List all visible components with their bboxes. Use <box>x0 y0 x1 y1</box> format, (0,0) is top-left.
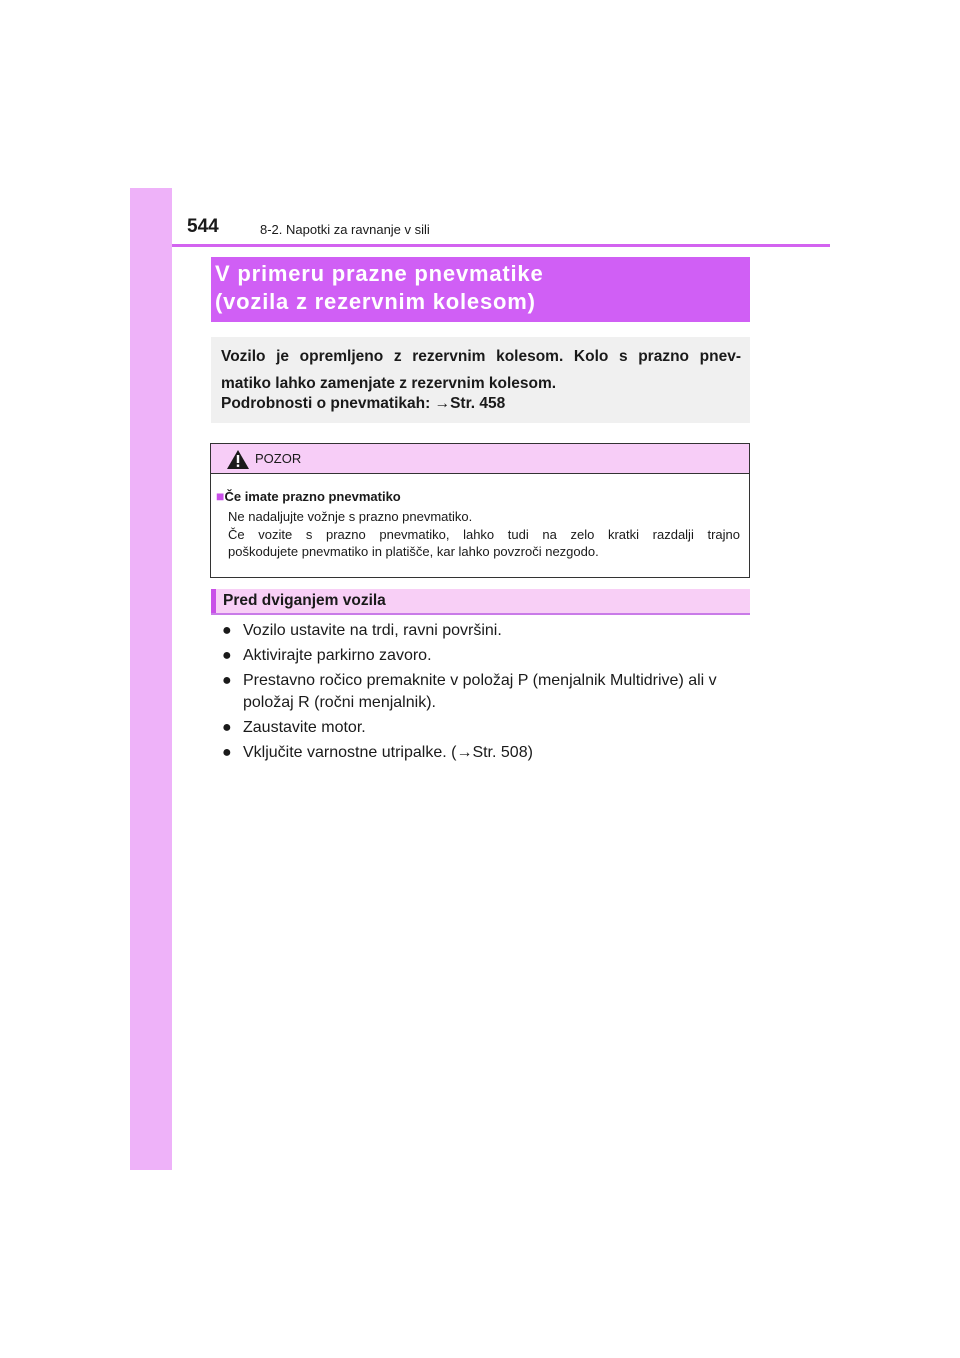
intro-paragraph <box>221 343 741 397</box>
list-item-text: Aktivirajte parkirno zavoro. <box>243 647 432 664</box>
intro-reference-link[interactable]: Str. 458 <box>450 395 506 412</box>
page-number: 544 <box>187 216 219 237</box>
list-item <box>222 742 752 764</box>
section-title: 8-2. Napotki za ravnanje v sili <box>260 222 430 237</box>
bullet-icon: ● <box>222 672 232 689</box>
square-bullet-icon: ■ <box>216 488 225 504</box>
list-item-text: Zaustavite motor. <box>243 719 366 736</box>
section-heading-label: Pred dviganjem vozila <box>223 592 386 609</box>
arrow-right-icon: → <box>456 744 473 761</box>
caution-body <box>228 508 740 561</box>
heading-accent-bar <box>211 589 216 613</box>
list-item-text: Vključite varnostne utripalke. ( <box>243 744 457 761</box>
list-item <box>222 620 752 642</box>
page-title-line-1: V primeru prazne pnevmatike <box>215 261 544 286</box>
warning-triangle-icon <box>227 450 249 469</box>
intro-reference-label: Podrobnosti o pnevmatikah: <box>221 395 435 412</box>
page-title-line-2: (vozila z rezervnim kolesom) <box>215 289 536 314</box>
caution-line-3: poškodujete pnevmatiko in platišče, kar lahko povzroči nezgodo. <box>228 544 599 559</box>
list-item <box>222 645 752 667</box>
caution-subheading <box>216 488 401 504</box>
list-item <box>222 717 752 739</box>
chapter-side-tab <box>130 188 172 1170</box>
caution-label: POZOR <box>255 451 302 466</box>
intro-reference <box>221 395 505 413</box>
intro-summary-box <box>211 337 750 423</box>
caution-header <box>211 444 749 474</box>
list-item-text: Vozilo ustavite na trdi, ravni površini. <box>243 622 502 639</box>
bullet-icon: ● <box>222 647 232 664</box>
bullet-icon: ● <box>222 744 232 761</box>
caution-subheading-text: Če imate prazno pnevmatiko <box>224 489 401 504</box>
header-divider <box>172 244 830 247</box>
intro-line-1: Vozilo je opremljeno z rezervnim kolesom. Kolo s prazno pnev- <box>221 348 741 365</box>
bullet-icon: ● <box>222 622 232 639</box>
caution-box <box>210 443 750 578</box>
caution-line-1: Ne nadaljujte vožnje s prazno pnevmatiko. <box>228 509 473 524</box>
intro-line-2: matiko lahko zamenjate z rezervnim kolesom. <box>221 375 557 392</box>
page-reference-link[interactable]: Str. 508) <box>472 744 533 761</box>
arrow-right-icon: → <box>434 395 451 412</box>
list-item <box>222 670 752 714</box>
bullet-icon: ● <box>222 719 232 736</box>
section-heading-before-lifting <box>211 589 750 615</box>
preparation-steps-list <box>222 620 752 767</box>
page-title-banner <box>211 257 750 322</box>
caution-line-2: Če vozite s prazno pnevmatiko, lahko tudi na zelo kratki razdalji trajno <box>228 526 740 542</box>
list-item-text: Prestavno ročico premaknite v položaj P (menjalnik Multidrive) ali v položaj R (ročni menjalnik). <box>243 672 717 711</box>
